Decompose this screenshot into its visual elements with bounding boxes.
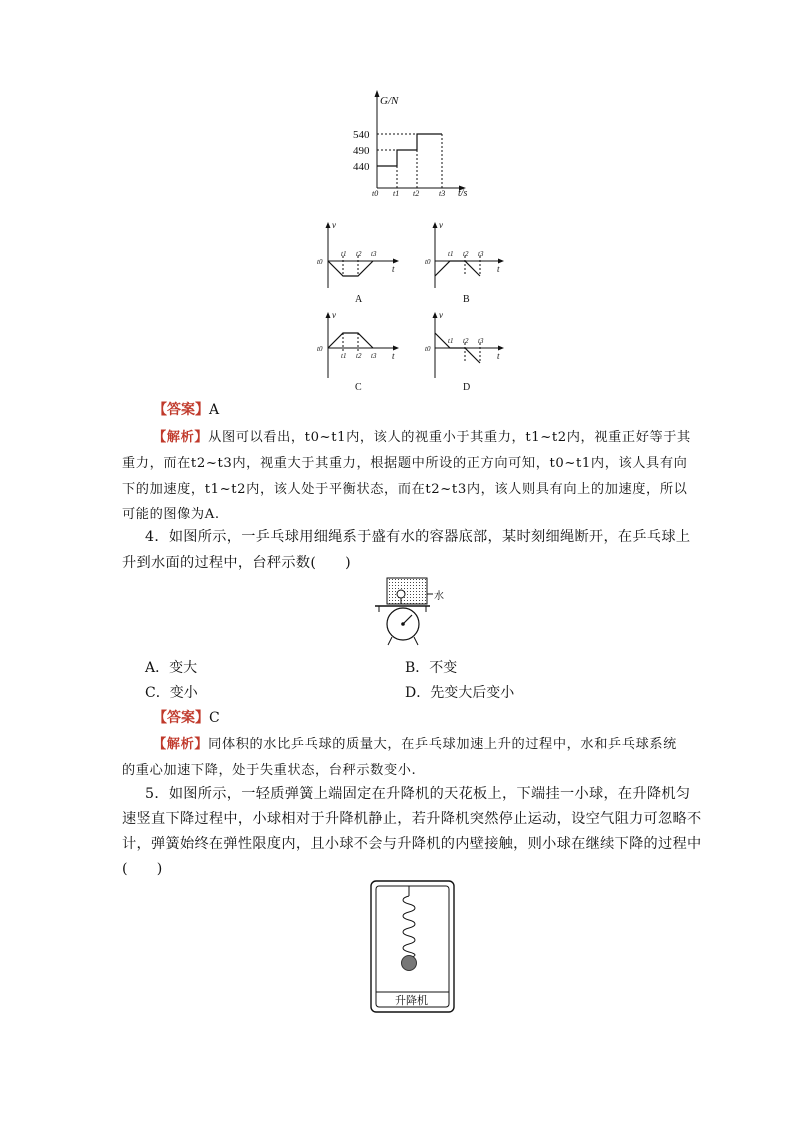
- q4-option-d[interactable]: D．先变大后变小: [405, 685, 515, 701]
- svg-text:t0: t0: [317, 258, 323, 266]
- svg-text:t3: t3: [478, 337, 484, 345]
- svg-text:t: t: [392, 351, 395, 361]
- q5-stem-line: ( ): [122, 861, 163, 877]
- svg-text:t0: t0: [425, 345, 431, 353]
- x-tick-label: t1: [393, 189, 400, 198]
- q5-stem-line: 速竖直下降过程中，小球相对于升降机静止，若升降机突然停止运动，设空气阻力可忽略不: [122, 811, 702, 827]
- option-label-b: B: [463, 294, 470, 305]
- svg-text:t0: t0: [317, 345, 323, 353]
- weight-time-chart: [350, 88, 480, 200]
- q4-option-b[interactable]: B．不变: [405, 660, 458, 676]
- scale-container-figure: [370, 572, 450, 650]
- elevator-figure: [370, 880, 456, 1014]
- svg-text:t2: t2: [356, 352, 362, 360]
- q3-analysis-line: 【解析】从图可以看出，t0~t1内，该人的视重小于其重力，t1~t2内，视重正好等于其: [153, 430, 691, 445]
- elevator-label: 升降机: [395, 995, 428, 1007]
- svg-text:t3: t3: [371, 250, 377, 258]
- vt-graph-b: [423, 218, 513, 306]
- svg-text:v: v: [332, 310, 336, 320]
- x-axis-label: t/s: [458, 188, 468, 199]
- svg-text:t1: t1: [341, 352, 347, 360]
- q4-stem-line: 升到水面的过程中，台秤示数( ): [122, 555, 351, 571]
- q4-analysis-line: 的重心加速下降，处于失重状态，台秤示数变小.: [122, 763, 417, 778]
- svg-text:t: t: [497, 264, 500, 274]
- svg-text:t1: t1: [341, 250, 347, 258]
- water-label: 水: [434, 591, 444, 602]
- svg-text:t: t: [392, 264, 395, 274]
- svg-text:t1: t1: [448, 250, 454, 258]
- x-tick-label: t2: [413, 189, 420, 198]
- q5-stem-line: 5．如图所示，一轻质弹簧上端固定在升降机的天花板上，下端挂一小球，在升降机匀: [145, 786, 691, 802]
- option-label-a: A: [355, 294, 363, 305]
- svg-text:t2: t2: [463, 250, 469, 258]
- q3-answer: 【答案】A: [153, 402, 220, 418]
- vt-graph-c: [313, 308, 403, 396]
- y-tick-label: 540: [353, 129, 370, 141]
- vt-graph-a: [313, 218, 403, 306]
- svg-text:t0: t0: [425, 258, 431, 266]
- q5-stem-line: 计，弹簧始终在弹性限度内，且小球不会与升降机的内壁接触，则小球在继续下降的过程中: [122, 836, 702, 852]
- q3-analysis-line: 下的加速度，t1~t2内，该人处于平衡状态，而在t2~t3内，该人则具有向上的加速度，所以: [122, 482, 688, 497]
- svg-text:t3: t3: [478, 250, 484, 258]
- svg-text:t1: t1: [448, 337, 454, 345]
- q4-analysis-line: 【解析】同体积的水比乒乓球的质量大，在乒乓球加速上升的过程中，水和乒乓球系统: [153, 737, 677, 752]
- svg-text:v: v: [439, 220, 443, 230]
- option-label-d: D: [463, 382, 471, 393]
- svg-text:v: v: [332, 220, 336, 230]
- x-tick-label: t0: [372, 189, 379, 198]
- y-tick-label: 490: [353, 145, 370, 157]
- svg-text:t2: t2: [463, 337, 469, 345]
- q4-answer: 【答案】C: [153, 710, 220, 726]
- q3-analysis-line: 重力，而在t2~t3内，视重大于其重力，根据题中所设的正方向可知，t0~t1内，该人具有向: [122, 456, 688, 471]
- svg-text:v: v: [439, 310, 443, 320]
- y-tick-label: 440: [353, 161, 370, 173]
- q3-analysis-line: 可能的图像为A.: [122, 507, 220, 522]
- svg-text:t: t: [497, 351, 500, 361]
- q4-option-c[interactable]: C．变小: [145, 685, 198, 701]
- option-label-c: C: [355, 382, 362, 393]
- y-axis-label: G/N: [380, 95, 399, 107]
- q4-option-a[interactable]: A．变大: [145, 660, 198, 676]
- svg-text:t2: t2: [356, 250, 362, 258]
- q4-stem-line: 4．如图所示，一乒乓球用细绳系于盛有水的容器底部，某时刻细绳断开，在乒乓球上: [145, 529, 691, 545]
- vt-graph-d: [423, 308, 513, 396]
- x-tick-label: t3: [439, 189, 446, 198]
- svg-text:t3: t3: [371, 352, 377, 360]
